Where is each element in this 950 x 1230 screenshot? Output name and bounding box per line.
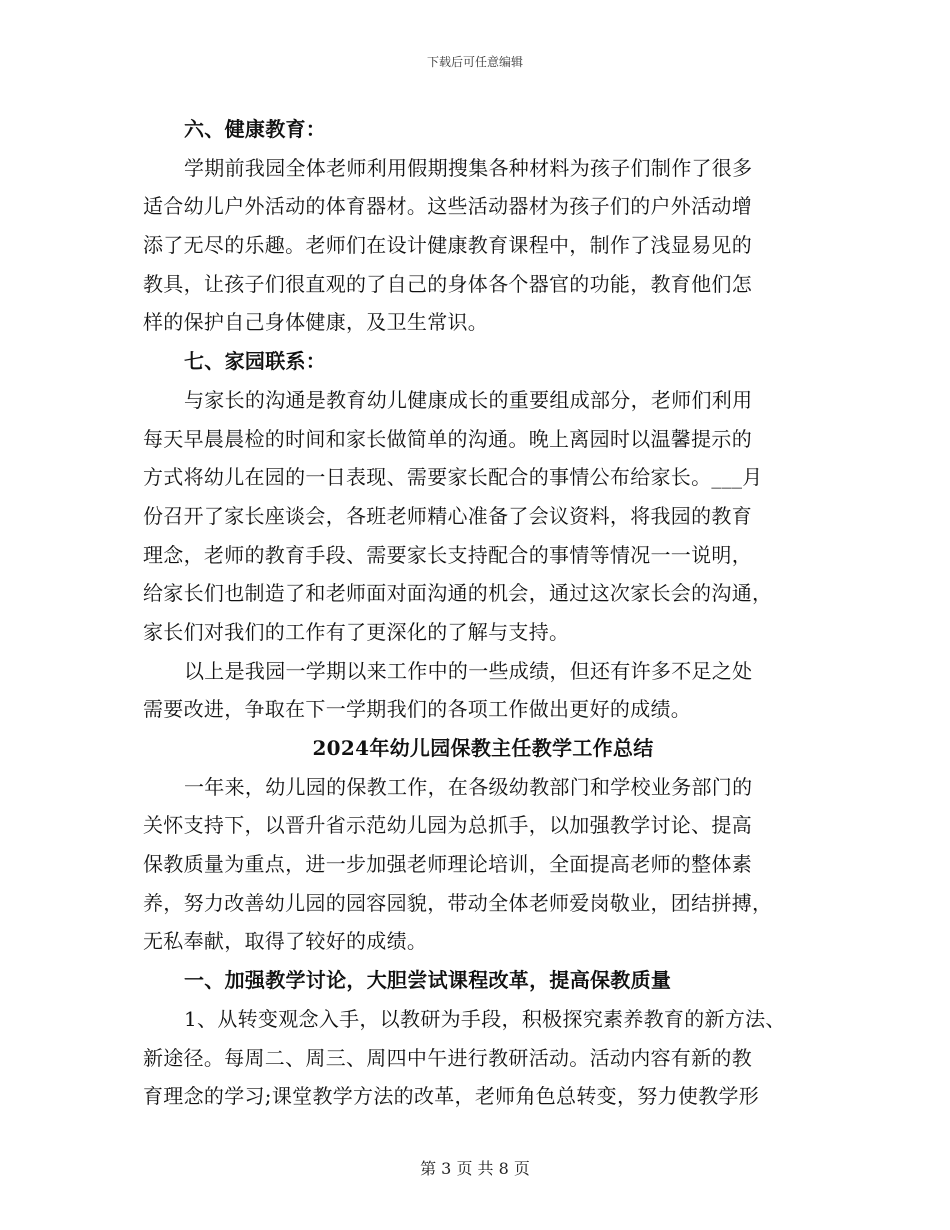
paragraph-line: 以上是我园一学期以来工作中的一些成绩，但还有许多不足之处 xyxy=(184,658,753,683)
paragraph-line: 份召开了家长座谈会，各班老师精心准备了会议资料，将我园的教育 xyxy=(143,503,752,528)
paragraph-line: 理念，老师的教育手段、需要家长支持配合的事情等情况一一说明， xyxy=(143,542,752,567)
paragraph-line: 无私奉献，取得了较好的成绩。 xyxy=(143,929,428,954)
paragraph-line: 适合幼儿户外活动的体育器材。这些活动器材为孩子们的户外活动增 xyxy=(143,194,752,219)
paragraph-line: 新途径。每周二、周三、周四中午进行教研活动。活动内容有新的教 xyxy=(143,1045,752,1070)
paragraph-line: 每天早晨晨检的时间和家长做简单的沟通。晚上离园时以温馨提示的 xyxy=(143,426,752,451)
section-heading: 一、加强教学讨论，大胆尝试课程改革，提高保教质量 xyxy=(184,968,672,993)
paragraph-line: 一年来，幼儿园的保教工作，在各级幼教部门和学校业务部门的 xyxy=(184,774,753,799)
page-header-note: 下载后可任意编辑 xyxy=(426,55,523,69)
paragraph-line: 关怀支持下，以晋升省示范幼儿园为总抓手，以加强教学讨论、提高 xyxy=(143,813,752,838)
page-footer-number: 第 3 页 共 8 页 xyxy=(420,1159,530,1178)
paragraph-line: 学期前我园全体老师利用假期搜集各种材料为孩子们制作了很多 xyxy=(184,155,753,180)
paragraph-line: 与家长的沟通是教育幼儿健康成长的重要组成部分，老师们利用 xyxy=(184,387,753,412)
paragraph-line: 需要改进，争取在下一学期我们的各项工作做出更好的成绩。 xyxy=(143,697,692,722)
paragraph-line: 1、从转变观念入手，以教研为手段，积极探究素养教育的新方法、 xyxy=(184,1006,786,1031)
document-body xyxy=(143,110,823,1116)
section-heading: 七、家园联系： xyxy=(184,349,327,374)
paragraph-line: 养，努力改善幼儿园的园容园貌，带动全体老师爱岗敬业，团结拼搏， xyxy=(143,890,773,915)
paragraph-line: 添了无尽的乐趣。老师们在设计健康教育课程中，制作了浅显易见的 xyxy=(143,233,752,258)
paragraph-line: 保教质量为重点，进一步加强老师理论培训，全面提高老师的整体素 xyxy=(143,852,752,877)
paragraph-line: 育理念的学习;课堂教学方法的改革，老师角色总转变，努力使教学形 xyxy=(143,1084,760,1109)
paragraph-line: 家长们对我们的工作有了更深化的了解与支持。 xyxy=(143,619,570,644)
paragraph-line: 给家长们也制造了和老师面对面沟通的机会，通过这次家长会的沟通， xyxy=(143,581,773,606)
section-heading: 六、健康教育： xyxy=(184,117,327,141)
section-heading: 2024年幼儿园保教主任教学工作总结 xyxy=(312,736,654,760)
paragraph-line: 方式将幼儿在园的一日表现、需要家长配合的事情公布给家长。___月 xyxy=(143,465,763,490)
paragraph-line: 教具，让孩子们很直观的了自己的身体各个器官的功能，教育他们怎 xyxy=(143,271,752,296)
paragraph-line: 样的保护自己身体健康，及卫生常识。 xyxy=(143,310,489,335)
